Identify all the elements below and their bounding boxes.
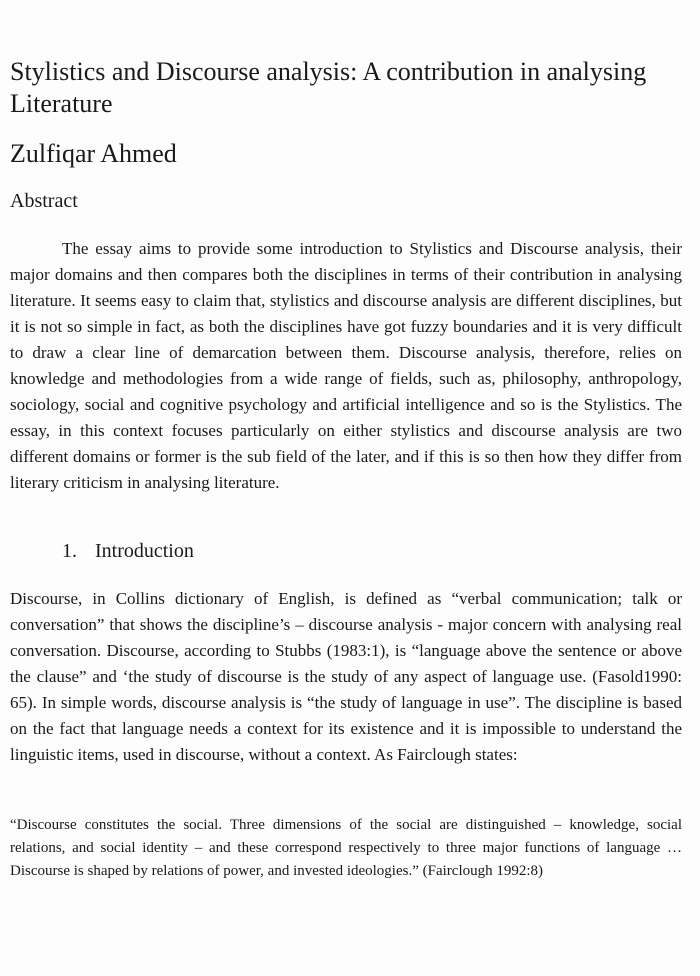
- section-title: Introduction: [95, 540, 194, 562]
- block-quote: “Discourse constitutes the social. Three dimensions of the social are distinguished – knowledge, social relations, and social identity – and these correspond respectively to three major functions of language … Discourse is shaped by relations of power, and invested ideologies.” (Fairclough 1992:8): [10, 817, 682, 879]
- section-heading: [62, 538, 194, 564]
- paper-title: Stylistics and Discourse analysis: A contribution in analysing Literature: [10, 57, 647, 118]
- section-number: 1.: [62, 540, 77, 562]
- author-name: Zulfiqar Ahmed: [10, 139, 177, 168]
- introduction-paragraph: Discourse, in Collins dictionary of English, is defined as “verbal communication; talk or conversation” that shows the discipline’s – discourse analysis - major concern with analysing real conversation. Discourse, according to Stubbs (1983:1), is “language above the sentence or above the clause” and ‘the study of discourse is the study of any aspect of language use. (Fasold1990: 65). In simple words, discourse analysis is “the study of language in use”. The discipline is based on the fact that language needs a context for its existence and it is impossible to understand the linguistic items, used in discourse, without a context. As Fairclough states:: [10, 589, 682, 764]
- abstract-paragraph: The essay aims to provide some introduction to Stylistics and Discourse analysis, their major domains and then compares both the disciplines in terms of their contribution in analysing literature. It seems easy to claim that, stylistics and discourse analysis are different disciplines, but it is not so simple in fact, as both the disciplines have got fuzzy boundaries and it is very difficult to draw a clear line of demarcation between them. Discourse analysis, therefore, relies on knowledge and methodologies from a wide range of fields, such as, philosophy, anthropology, sociology, social and cognitive psychology and artificial intelligence and so is the Stylistics. The essay, in this context focuses particularly on either stylistics and discourse analysis are two different domains or former is the sub field of the later, and if this is so then how they differ from literary criticism in analysing literature.: [10, 239, 682, 492]
- abstract-heading: Abstract: [10, 190, 78, 212]
